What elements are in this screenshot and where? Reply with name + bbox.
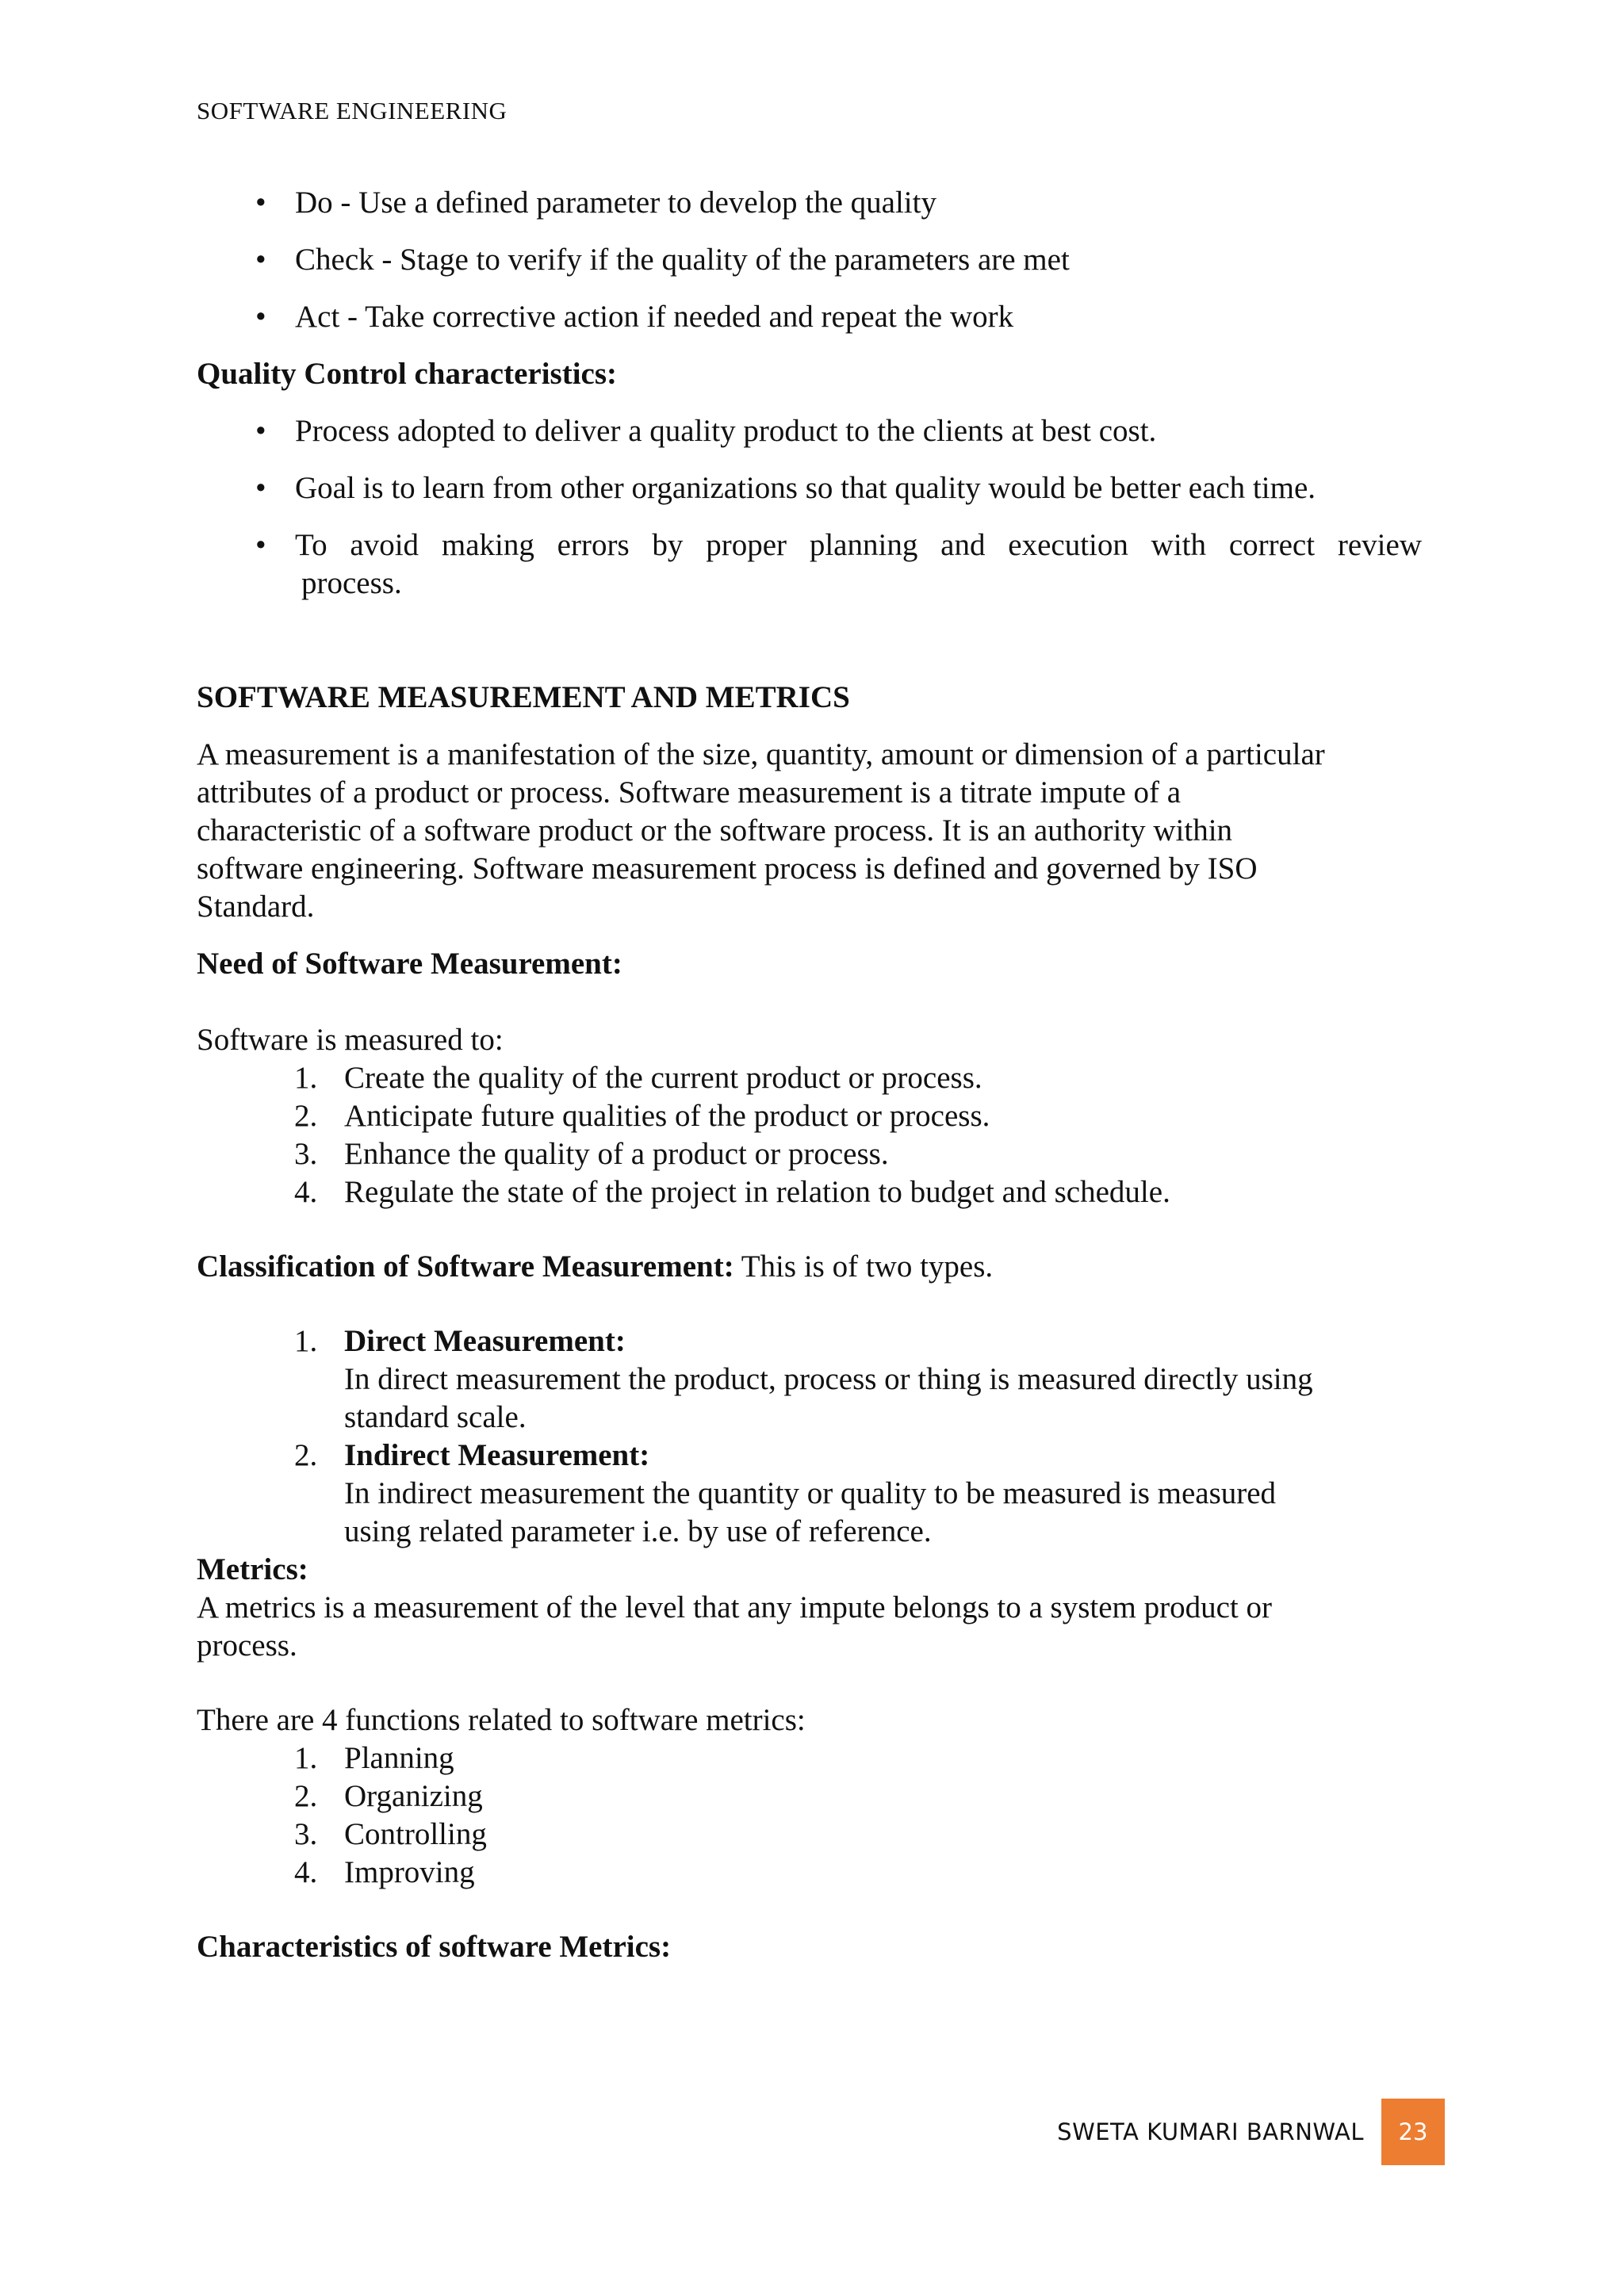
qc-bullet-list bbox=[197, 412, 1422, 603]
list-item bbox=[197, 1173, 1422, 1211]
list-number: 1. bbox=[294, 1061, 318, 1095]
list-number: 2. bbox=[294, 1779, 318, 1813]
list-item bbox=[197, 1739, 1422, 1777]
list-text: Anticipate future qualities of the product or process. bbox=[344, 1099, 990, 1133]
need-lead: Software is measured to: bbox=[197, 1023, 504, 1057]
bullet-text: Check - Stage to verify if the quality of the parameters are met bbox=[295, 243, 1070, 277]
list-item bbox=[197, 184, 1422, 222]
list-text: Organizing bbox=[344, 1779, 483, 1813]
footer-author: SWETA KUMARI BARNWAL bbox=[1057, 2118, 1364, 2145]
running-header: SOFTWARE ENGINEERING bbox=[197, 97, 508, 124]
characteristics-heading: Characteristics of software Metrics: bbox=[197, 1930, 672, 1964]
pdca-bullet-list bbox=[197, 184, 1422, 336]
bullet-text: Act - Take corrective action if needed and repeat the work bbox=[295, 300, 1014, 334]
list-text: Enhance the quality of a product or process. bbox=[344, 1137, 889, 1171]
bullet-text: Process adopted to deliver a quality product to the clients at best cost. bbox=[295, 414, 1157, 448]
list-text: Create the quality of the current product or process. bbox=[344, 1061, 982, 1095]
bullet-text: Do - Use a defined parameter to develop the quality bbox=[295, 186, 936, 220]
page-footer bbox=[1057, 2099, 1445, 2165]
bullet-icon: • bbox=[255, 528, 266, 562]
list-number: 1. bbox=[294, 1324, 318, 1358]
list-item bbox=[197, 1777, 1422, 1816]
type-title: Indirect Measurement: bbox=[344, 1438, 650, 1472]
list-text: Regulate the state of the project in relation to budget and schedule. bbox=[344, 1175, 1170, 1209]
list-number: 2. bbox=[294, 1099, 318, 1133]
paragraph-line: Standard. bbox=[197, 890, 315, 924]
list-item bbox=[197, 1854, 1422, 1892]
bullet-text-line: To avoid making errors by proper planning and execution with correct review bbox=[295, 528, 1422, 562]
bullet-text-line: process. bbox=[301, 566, 402, 600]
list-item bbox=[197, 298, 1422, 336]
list-number: 2. bbox=[294, 1438, 318, 1472]
list-item bbox=[197, 526, 1422, 603]
page-body bbox=[197, 184, 1422, 1966]
section-title: SOFTWARE MEASUREMENT AND METRICS bbox=[197, 680, 850, 714]
bullet-icon: • bbox=[255, 414, 266, 448]
list-number: 3. bbox=[294, 1137, 318, 1171]
list-item bbox=[197, 241, 1422, 279]
metrics-definition bbox=[197, 1589, 1422, 1665]
list-item bbox=[197, 469, 1422, 507]
intro-paragraph bbox=[197, 736, 1422, 926]
bullet-text: Goal is to learn from other organizations so that quality would be better each time. bbox=[295, 471, 1316, 505]
type-line: In indirect measurement the quantity or quality to be measured is measured bbox=[344, 1476, 1277, 1510]
paragraph-line: software engineering. Software measurement process is defined and governed by ISO bbox=[197, 851, 1258, 886]
classification-heading: Classification of Software Measurement: bbox=[197, 1249, 734, 1284]
list-item bbox=[197, 1322, 1422, 1437]
functions-list bbox=[197, 1739, 1422, 1892]
page-number-badge: 23 bbox=[1381, 2099, 1445, 2165]
list-item bbox=[197, 1135, 1422, 1173]
list-item bbox=[197, 1437, 1422, 1551]
bullet-icon: • bbox=[255, 471, 266, 505]
list-item bbox=[197, 412, 1422, 450]
list-number: 4. bbox=[294, 1175, 318, 1209]
bullet-text bbox=[295, 526, 1422, 603]
functions-lead: There are 4 functions related to software metrics: bbox=[197, 1703, 806, 1737]
list-number: 3. bbox=[294, 1817, 318, 1851]
list-number: 4. bbox=[294, 1855, 318, 1889]
list-item bbox=[197, 1059, 1422, 1097]
qc-heading: Quality Control characteristics: bbox=[197, 357, 618, 391]
metrics-heading: Metrics: bbox=[197, 1552, 308, 1586]
measurement-types-list bbox=[197, 1322, 1422, 1551]
list-item bbox=[197, 1097, 1422, 1135]
paragraph-line: A metrics is a measurement of the level that any impute belongs to a system product or bbox=[197, 1590, 1272, 1624]
paragraph-line: attributes of a product or process. Software measurement is a titrate impute of a bbox=[197, 775, 1182, 809]
paragraph-line: process. bbox=[197, 1628, 297, 1663]
classification-tail: This is of two types. bbox=[733, 1249, 994, 1284]
paragraph-line: A measurement is a manifestation of the size, quantity, amount or dimension of a particular bbox=[197, 737, 1325, 771]
bullet-icon: • bbox=[255, 243, 266, 277]
paragraph-line: characteristic of a software product or the software process. It is an authority within bbox=[197, 813, 1233, 848]
list-text: Improving bbox=[344, 1855, 475, 1889]
type-line: standard scale. bbox=[344, 1400, 527, 1434]
list-number: 1. bbox=[294, 1741, 318, 1775]
need-list bbox=[197, 1059, 1422, 1211]
list-text: Controlling bbox=[344, 1817, 487, 1851]
bullet-icon: • bbox=[255, 186, 266, 220]
type-title: Direct Measurement: bbox=[344, 1324, 626, 1358]
list-item bbox=[197, 1816, 1422, 1854]
bullet-icon: • bbox=[255, 300, 266, 334]
type-line: In direct measurement the product, process or thing is measured directly using bbox=[344, 1362, 1313, 1396]
classification-paragraph bbox=[197, 1248, 1422, 1286]
need-heading: Need of Software Measurement: bbox=[197, 947, 622, 981]
list-text: Planning bbox=[344, 1741, 454, 1775]
type-line: using related parameter i.e. by use of reference. bbox=[344, 1514, 932, 1548]
